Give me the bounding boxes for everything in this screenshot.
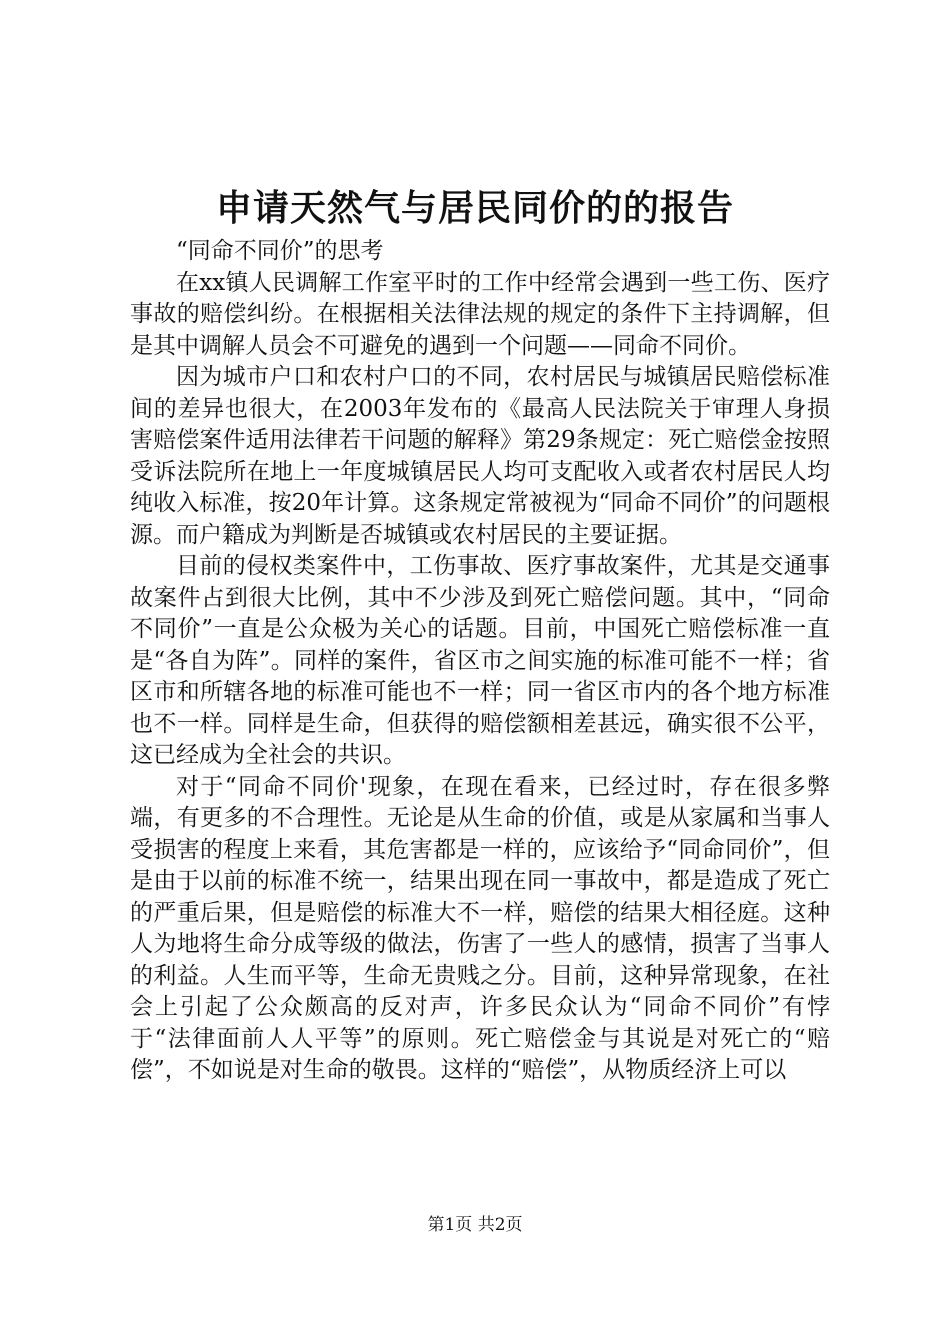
document-body [130,236,830,1087]
document-subtitle: “同命不同价”的思考 [176,238,384,264]
page-number-footer: 第1页 共2页 [427,1215,523,1235]
paragraph-3: 目前的侵权类案件中，工伤事故、医疗事故案件，尤其是交通事故案件占到很大比例，其中不少涉及到死亡赔偿问题。其中，“同命不同价”一直是公众极为关心的话题。目前，中国死亡赔偿标准一直是“各自为阵”。同样的案件，省区市之间实施的标准可能不一样；省区市和所辖各地的标准可能也不一样；同一省区市内的各个地方标准也不一样。同样是生命，但获得的赔偿额相差甚远，确实很不公平，这已经成为全社会的共识。 [130,553,830,768]
document-title: 申请天然气与居民同价的的报告 [215,187,734,229]
paragraph-2: 因为城市户口和农村户口的不同，农村居民与城镇居民赔偿标准间的差异也很大，在2003年发布的《最高人民法院关于审理人身损害赔偿案件适用法律若干问题的解释》第29条规定：死亡赔偿金按照受诉法院所在地上一年度城镇居民人均可支配收入或者农村居民人均纯收入标准，按20年计算。这条规定常被视为“同命不同价”的问题根源。而户籍成为判断是否城镇或农村居民的主要证据。 [130,364,830,548]
paragraph-4: 对于“同命不同价'现象，在现在看来，已经过时，存在很多弊端，有更多的不合理性。无论是从生命的价值，或是从家属和当事人受损害的程度上来看，其危害都是一样的，应该给予“同命同价”，但是由于以前的标准不统一，结果出现在同一事故中，都是造成了死亡的严重后果，但是赔偿的标准大不一样，赔偿的结果大相径庭。这种人为地将生命分成等级的做法，伤害了一些人的感情，损害了当事人的利益。人生而平等，生命无贵贱之分。目前，这种异常现象，在社会上引起了公众颇高的反对声，许多民众认为“同命不同价”有悖于“法律面前人人平等”的原则。死亡赔偿金与其说是对死亡的“赔偿”，不如说是对生命的敬畏。这样的“赔偿”，从物质经济上可以 [130,773,830,1083]
paragraph-1: 在xx镇人民调解工作室平时的工作中经常会遇到一些工伤、医疗事故的赔偿纠纷。在根据相关法律法规的规定的条件下主持调解，但是其中调解人员会不可避免的遇到一个问题——同命不同价。 [130,269,830,359]
